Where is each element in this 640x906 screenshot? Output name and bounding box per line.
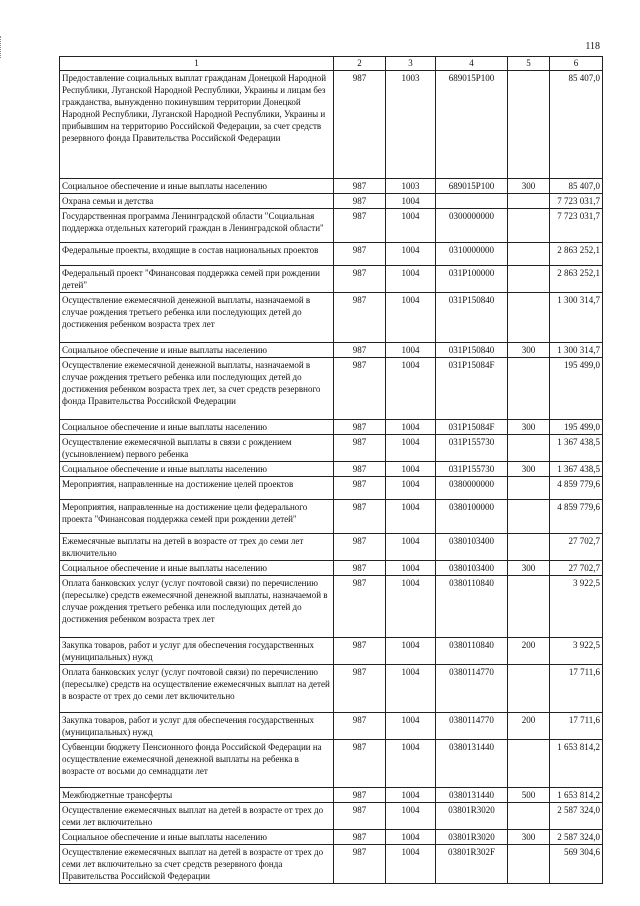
cell-ministry: 987 [334,243,386,266]
cell-expense-type: 300 [508,420,550,435]
cell-name: Осуществление ежемесячных выплат на детей в возрасте от трех до семи лет включительно за счет средств резервного фонда Правительства Российской Федерации [60,845,334,884]
cell-expense-type [508,293,550,343]
table-row [60,500,603,534]
cell-name: Закупка товаров, работ и услуг для обеспечения государственных (муниципальных) нужд [60,713,334,740]
cell-name: Социальное обеспечение и иные выплаты населению [60,830,334,845]
cell-amount: 27 702,7 [550,534,603,561]
cell-amount: 1 367 438,5 [550,435,603,462]
cell-section: 1004 [386,358,436,420]
cell-expense-type [508,194,550,209]
table-row [60,266,603,293]
cell-article: 689015P100 [436,71,508,179]
cell-ministry: 987 [334,845,386,884]
cell-section: 1004 [386,194,436,209]
cell-name: Оплата банковских услуг (услуг почтовой связи) по перечислению (пересылке) средств на осуществление ежемесячных выплат на детей в возрасте от трех до семи лет включительно [60,665,334,713]
cell-article: 0310000000 [436,243,508,266]
cell-name: Субвенции бюджету Пенсионного фонда Российской Федерации на осуществление ежемесячной денежной выплаты на ребенка в возрасте от восьми до семнадцати лет [60,740,334,788]
table-row [60,803,603,830]
column-header-amount: 6 [550,57,603,71]
table-row [60,788,603,803]
cell-expense-type: 300 [508,343,550,358]
cell-ministry: 987 [334,561,386,576]
cell-amount: 4 859 779,6 [550,477,603,500]
table-row [60,71,603,179]
table-row [60,665,603,713]
table-row [60,477,603,500]
budget-table [59,56,603,884]
column-header-expense-type: 5 [508,57,550,71]
cell-section: 1003 [386,71,436,179]
cell-expense-type: 500 [508,788,550,803]
cell-section: 1004 [386,713,436,740]
cell-amount: 1 300 314,7 [550,343,603,358]
cell-amount: 2 863 252,1 [550,266,603,293]
cell-ministry: 987 [334,358,386,420]
cell-amount: 2 863 252,1 [550,243,603,266]
table-row [60,435,603,462]
cell-ministry: 987 [334,638,386,665]
cell-expense-type: 200 [508,638,550,665]
cell-ministry: 987 [334,435,386,462]
table-row [60,534,603,561]
cell-amount: 2 587 324,0 [550,830,603,845]
cell-expense-type: 300 [508,462,550,477]
cell-name: Социальное обеспечение и иные выплаты населению [60,420,334,435]
cell-ministry: 987 [334,343,386,358]
cell-amount: 7 723 031,7 [550,209,603,243]
cell-name: Предоставление социальных выплат гражданам Донецкой Народной Республики, Луганской Народной Республики, Украины и лицам без гражданства, вынужденно покинувшим территории Донецкой Народной Республики, Луганской Народной Республики, Украины и прибывшим на территорию Российской Федерации, за счет средств резервного фонда Правительства Российской Федерации [60,71,334,179]
cell-name: Охрана семьи и детства [60,194,334,209]
cell-ministry: 987 [334,462,386,477]
cell-section: 1004 [386,266,436,293]
cell-article: 0380100000 [436,500,508,534]
cell-section: 1004 [386,243,436,266]
cell-amount: 3 922,5 [550,576,603,638]
cell-amount: 195 499,0 [550,358,603,420]
cell-expense-type [508,576,550,638]
cell-name: Осуществление ежемесячной денежной выплаты, назначаемой в случае рождения третьего ребенка или последующих детей до достижения ребенком возраста трех лет [60,293,334,343]
cell-article: 0380131440 [436,740,508,788]
cell-name: Межбюджетные трансферты [60,788,334,803]
cell-expense-type [508,534,550,561]
cell-amount: 27 702,7 [550,561,603,576]
cell-ministry: 987 [334,209,386,243]
cell-article: 0380114770 [436,665,508,713]
cell-ministry: 987 [334,477,386,500]
column-header-name: 1 [60,57,334,71]
cell-article: 689015P100 [436,179,508,194]
cell-expense-type [508,209,550,243]
cell-expense-type [508,358,550,420]
cell-amount: 195 499,0 [550,420,603,435]
cell-section: 1004 [386,420,436,435]
cell-article: 031P155730 [436,462,508,477]
cell-expense-type [508,500,550,534]
cell-name: Федеральные проекты, входящие в состав национальных проектов [60,243,334,266]
cell-ministry: 987 [334,266,386,293]
cell-name: Оплата банковских услуг (услуг почтовой связи) по перечислению (пересылке) средств ежемесячной денежной выплаты, назначаемой в случае рождения третьего ребенка или последующих детей до достижения ребенком возраста трех лет [60,576,334,638]
cell-section: 1003 [386,179,436,194]
cell-expense-type [508,243,550,266]
cell-article: 03801R302F [436,845,508,884]
cell-section: 1004 [386,462,436,477]
cell-article: 031P150840 [436,293,508,343]
cell-section: 1004 [386,830,436,845]
cell-article: 0380000000 [436,477,508,500]
cell-name: Закупка товаров, работ и услуг для обеспечения государственных (муниципальных) нужд [60,638,334,665]
table-row [60,179,603,194]
cell-expense-type [508,845,550,884]
cell-article: 0380114770 [436,713,508,740]
table-row [60,830,603,845]
cell-section: 1004 [386,665,436,713]
cell-article: 031P100000 [436,266,508,293]
cell-amount: 4 859 779,6 [550,500,603,534]
header-row [60,57,603,71]
cell-ministry: 987 [334,788,386,803]
cell-article: 0380110840 [436,638,508,665]
cell-article: 031P150840 [436,343,508,358]
cell-article: 031P15084F [436,420,508,435]
cell-amount: 569 304,6 [550,845,603,884]
table-row [60,420,603,435]
cell-ministry: 987 [334,803,386,830]
cell-amount: 85 407,0 [550,179,603,194]
table-row [60,293,603,343]
cell-name: Социальное обеспечение и иные выплаты населению [60,462,334,477]
cell-name: Мероприятия, направленные на достижение целей проектов [60,477,334,500]
cell-section: 1004 [386,343,436,358]
cell-article: 0300000000 [436,209,508,243]
cell-amount: 1 367 438,5 [550,462,603,477]
cell-section: 1004 [386,477,436,500]
cell-ministry: 987 [334,534,386,561]
cell-expense-type: 300 [508,830,550,845]
cell-expense-type: 200 [508,713,550,740]
cell-expense-type: 300 [508,179,550,194]
cell-ministry: 987 [334,293,386,343]
cell-ministry: 987 [334,420,386,435]
column-header-article: 4 [436,57,508,71]
cell-article: 03801R3020 [436,830,508,845]
table-row [60,209,603,243]
cell-name: Осуществление ежемесячной выплаты в связи с рождением (усыновлением) первого ребенка [60,435,334,462]
table-row [60,740,603,788]
cell-amount: 1 653 814,2 [550,740,603,788]
cell-section: 1004 [386,740,436,788]
cell-ministry: 987 [334,576,386,638]
cell-amount: 17 711,6 [550,713,603,740]
cell-section: 1004 [386,561,436,576]
cell-name: Социальное обеспечение и иные выплаты населению [60,561,334,576]
column-header-ministry: 2 [334,57,386,71]
cell-name: Мероприятия, направленные на достижение цели федерального проекта "Финансовая поддержка семей при рождении детей" [60,500,334,534]
table-body [60,71,603,884]
cell-expense-type [508,71,550,179]
cell-section: 1004 [386,788,436,803]
cell-section: 1004 [386,638,436,665]
cell-expense-type: 300 [508,561,550,576]
cell-expense-type [508,803,550,830]
cell-ministry: 987 [334,665,386,713]
cell-expense-type [508,740,550,788]
cell-section: 1004 [386,209,436,243]
cell-name: Осуществление ежемесячной денежной выплаты, назначаемой в случае рождения третьего ребенка или последующих детей до достижения ребенком возраста трех лет, за счет средств резервного фонда Правительства Российской Федерации [60,358,334,420]
cell-ministry: 987 [334,740,386,788]
cell-article: 03801R3020 [436,803,508,830]
cell-name: Осуществление ежемесячных выплат на детей в возрасте от трех до семи лет включительно [60,803,334,830]
cell-section: 1004 [386,435,436,462]
cell-section: 1004 [386,293,436,343]
cell-section: 1004 [386,576,436,638]
table-row [60,638,603,665]
cell-section: 1004 [386,534,436,561]
cell-expense-type [508,266,550,293]
cell-ministry: 987 [334,713,386,740]
cell-section: 1004 [386,500,436,534]
cell-article: 0380131440 [436,788,508,803]
cell-article: 0380110840 [436,576,508,638]
cell-name: Ежемесячные выплаты на детей в возрасте от трех до семи лет включительно [60,534,334,561]
cell-section: 1004 [386,803,436,830]
cell-amount: 3 922,5 [550,638,603,665]
table-row [60,561,603,576]
cell-article: 031P15084F [436,358,508,420]
cell-amount: 85 407,0 [550,71,603,179]
table-row [60,576,603,638]
table-row [60,358,603,420]
cell-ministry: 987 [334,830,386,845]
table-row [60,343,603,358]
cell-article: 031P155730 [436,435,508,462]
cell-amount: 1 653 814,2 [550,788,603,803]
cell-name: Федеральный проект "Финансовая поддержка семей при рождении детей" [60,266,334,293]
cell-section: 1004 [386,845,436,884]
cell-expense-type [508,477,550,500]
cell-ministry: 987 [334,71,386,179]
table-row [60,194,603,209]
column-header-section: 3 [386,57,436,71]
cell-amount: 2 587 324,0 [550,803,603,830]
cell-ministry: 987 [334,194,386,209]
cell-article [436,194,508,209]
cell-amount: 17 711,6 [550,665,603,713]
scan-edge-mark [0,36,3,58]
cell-amount: 1 300 314,7 [550,293,603,343]
cell-article: 0380103400 [436,534,508,561]
table-row [60,845,603,884]
cell-expense-type [508,435,550,462]
table-row [60,462,603,477]
cell-article: 0380103400 [436,561,508,576]
cell-name: Социальное обеспечение и иные выплаты населению [60,343,334,358]
cell-name: Социальное обеспечение и иные выплаты населению [60,179,334,194]
table-row [60,243,603,266]
cell-name: Государственная программа Ленинградской области "Социальная поддержка отдельных категорий граждан в Ленинградской области" [60,209,334,243]
cell-expense-type [508,665,550,713]
cell-ministry: 987 [334,500,386,534]
cell-amount: 7 723 031,7 [550,194,603,209]
cell-ministry: 987 [334,179,386,194]
page-number: 118 [585,41,600,52]
table-row [60,713,603,740]
